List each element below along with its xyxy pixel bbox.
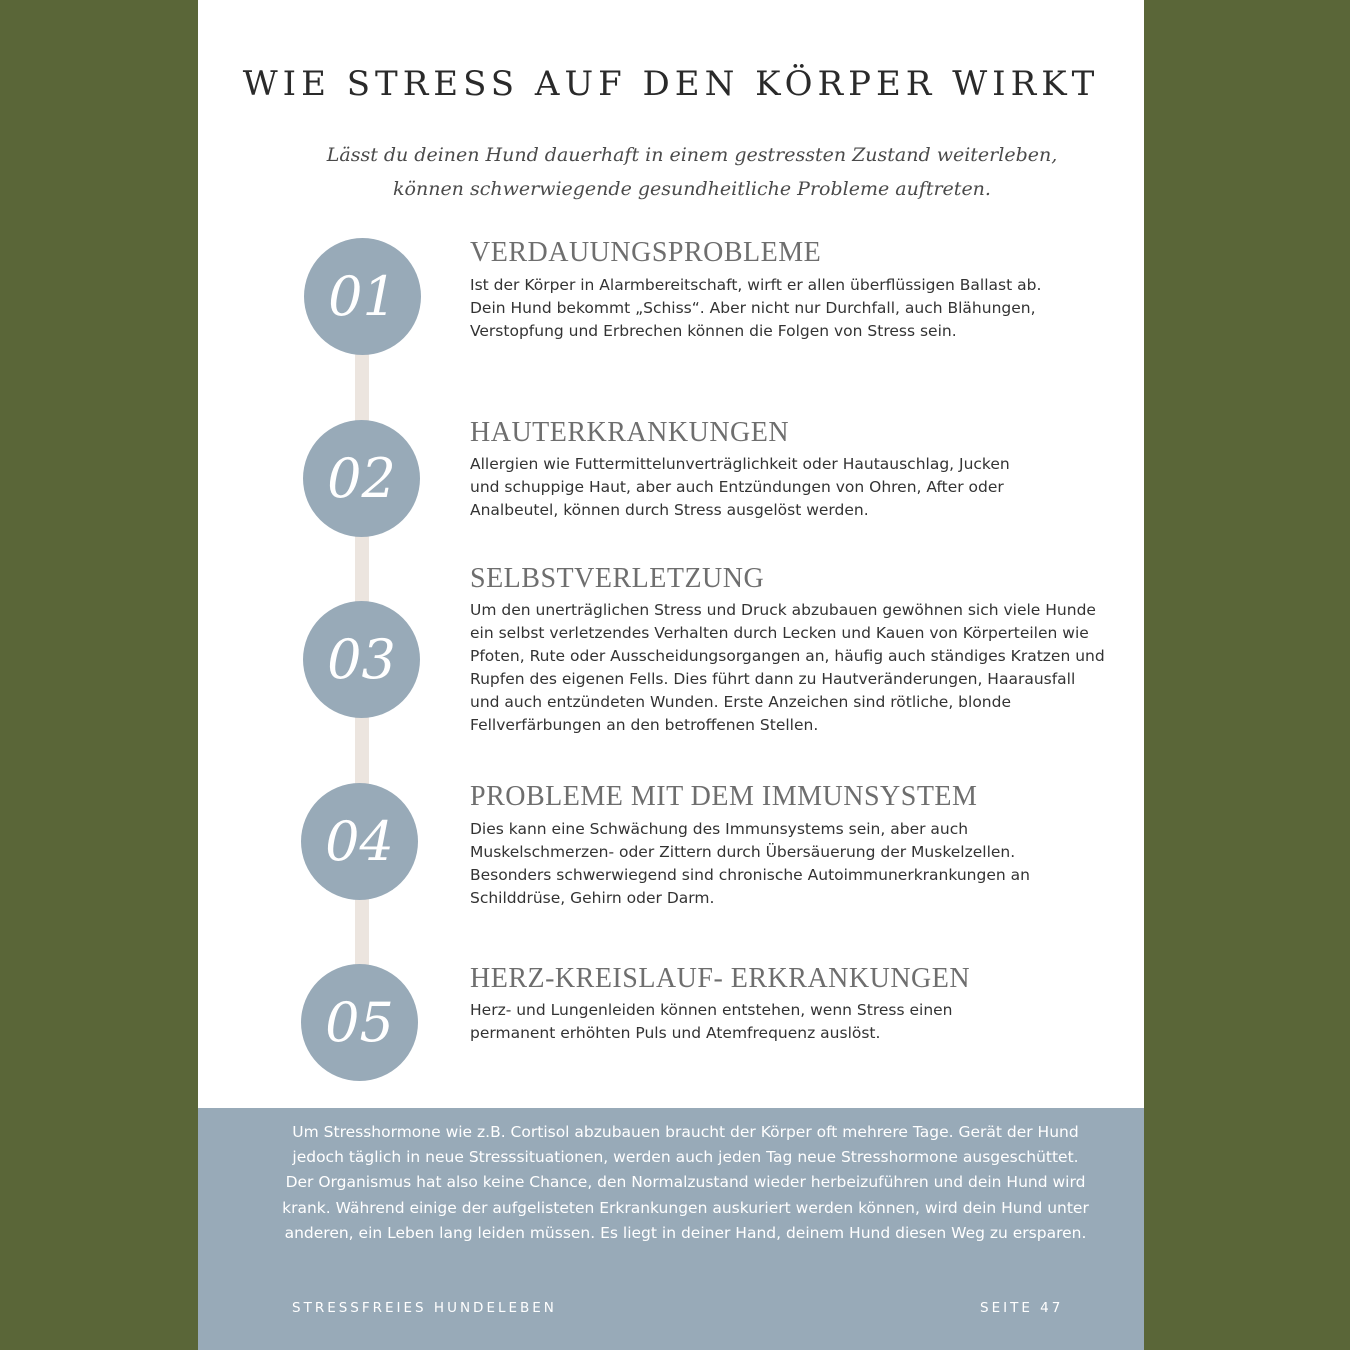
step-number-badge: 01 xyxy=(304,238,421,355)
document-page xyxy=(198,0,1144,1350)
footer-text-line: Um Stresshormone wie z.B. Cortisol abzubauen braucht der Körper oft mehrere Tage. Gerät der Hund xyxy=(292,1123,1079,1141)
footer-book-title: STRESSFREIES HUNDELEBEN xyxy=(292,1300,557,1316)
step-text-line: Pfoten, Rute oder Ausscheidungsorgangen an, häufig auch ständiges Kratzen und xyxy=(470,647,1105,665)
step-description xyxy=(470,818,1030,910)
step-description xyxy=(470,453,1010,522)
step-number-badge: 02 xyxy=(303,420,420,537)
step-heading: SELBSTVERLETZUNG xyxy=(470,563,765,594)
step-text-line: ein selbst verletzendes Verhalten durch Lecken und Kauen von Körperteilen wie xyxy=(470,624,1089,642)
step-text-line: Herz- und Lungenleiden können entstehen, wenn Stress einen xyxy=(470,1001,953,1019)
step-text-line: Allergien wie Futtermittelunverträglichkeit oder Hautauschlag, Jucken xyxy=(470,455,1010,473)
step-heading: HERZ-KREISLAUF- ERKRANKUNGEN xyxy=(470,963,971,994)
footer-text-line: krank. Während einige der aufgelisteten Erkrankungen auskuriert werden können, wird dein Hund unter xyxy=(282,1198,1089,1217)
step-text-line: Verstopfung und Erbrechen können die Folgen von Stress sein. xyxy=(470,322,957,340)
step-text-line: Fellverfärbungen an den betroffenen Stellen. xyxy=(470,716,819,734)
step-text-line: Dies kann eine Schwächung des Immunsystems sein, aber auch xyxy=(470,820,969,838)
subtitle-line: können schwerwiegende gesundheitliche Probleme auftreten. xyxy=(393,178,991,200)
step-text-line: Dein Hund bekommt „Schiss“. Aber nicht nur Durchfall, auch Blähungen, xyxy=(470,299,1036,317)
subtitle-line: Lässt du deinen Hund dauerhaft in einem gestressten Zustand weiterleben, xyxy=(326,144,1058,166)
step-text-line: und schuppige Haut, aber auch Entzündungen von Ohren, After oder xyxy=(470,478,1004,496)
step-text-line: Um den unerträglichen Stress und Druck abzubauen gewöhnen sich viele Hunde xyxy=(470,601,1096,619)
step-text-line: und auch entzündeten Wunden. Erste Anzeichen sind rötliche, blonde xyxy=(470,693,1012,711)
footer-summary xyxy=(198,1120,1173,1246)
page-title: WIE STRESS AUF DEN KÖRPER WIRKT xyxy=(242,64,1100,104)
step-number-badge: 05 xyxy=(301,964,418,1081)
step-number-badge: 04 xyxy=(301,783,418,900)
footer-text-line: anderen, ein Leben lang leiden müssen. Es liegt in deiner Hand, deinem Hund diesen Weg zu ersparen. xyxy=(284,1223,1087,1242)
step-heading: PROBLEME MIT DEM IMMUNSYSTEM xyxy=(470,781,978,812)
footer-text-line: jedoch täglich in neue Stresssituationen, werden auch jeden Tag neue Stresshormone ausgeschüttet. xyxy=(292,1148,1079,1167)
step-text-line: Ist der Körper in Alarmbereitschaft, wirft er allen überflüssigen Ballast ab. xyxy=(470,276,1042,294)
step-text-line: Rupfen des eigenen Fells. Dies führt dann zu Hautveränderungen, Haarausfall xyxy=(470,670,1076,688)
step-description xyxy=(470,999,953,1045)
step-heading: HAUTERKRANKUNGEN xyxy=(470,417,790,448)
footer-text-line: Der Organismus hat also keine Chance, den Normalzustand wieder herbeizuführen und dein Hund wird xyxy=(285,1173,1086,1192)
footer-page-number: SEITE 47 xyxy=(980,1300,1064,1316)
step-text-line: Analbeutel, können durch Stress ausgelöst werden. xyxy=(470,501,869,519)
page-subtitle xyxy=(198,138,1186,206)
step-description xyxy=(470,274,1041,343)
step-text-line: permanent erhöhten Puls und Atemfrequenz auslöst. xyxy=(470,1024,881,1042)
step-heading: VERDAUUNGSPROBLEME xyxy=(470,237,822,268)
step-text-line: Besonders schwerwiegend sind chronische Autoimmunerkrankungen an xyxy=(470,866,1030,884)
step-description xyxy=(470,599,1105,737)
step-text-line: Schilddrüse, Gehirn oder Darm. xyxy=(470,889,715,907)
step-number-badge: 03 xyxy=(303,601,420,718)
step-text-line: Muskelschmerzen- oder Zittern durch Übersäuerung der Muskelzellen. xyxy=(470,843,1016,861)
